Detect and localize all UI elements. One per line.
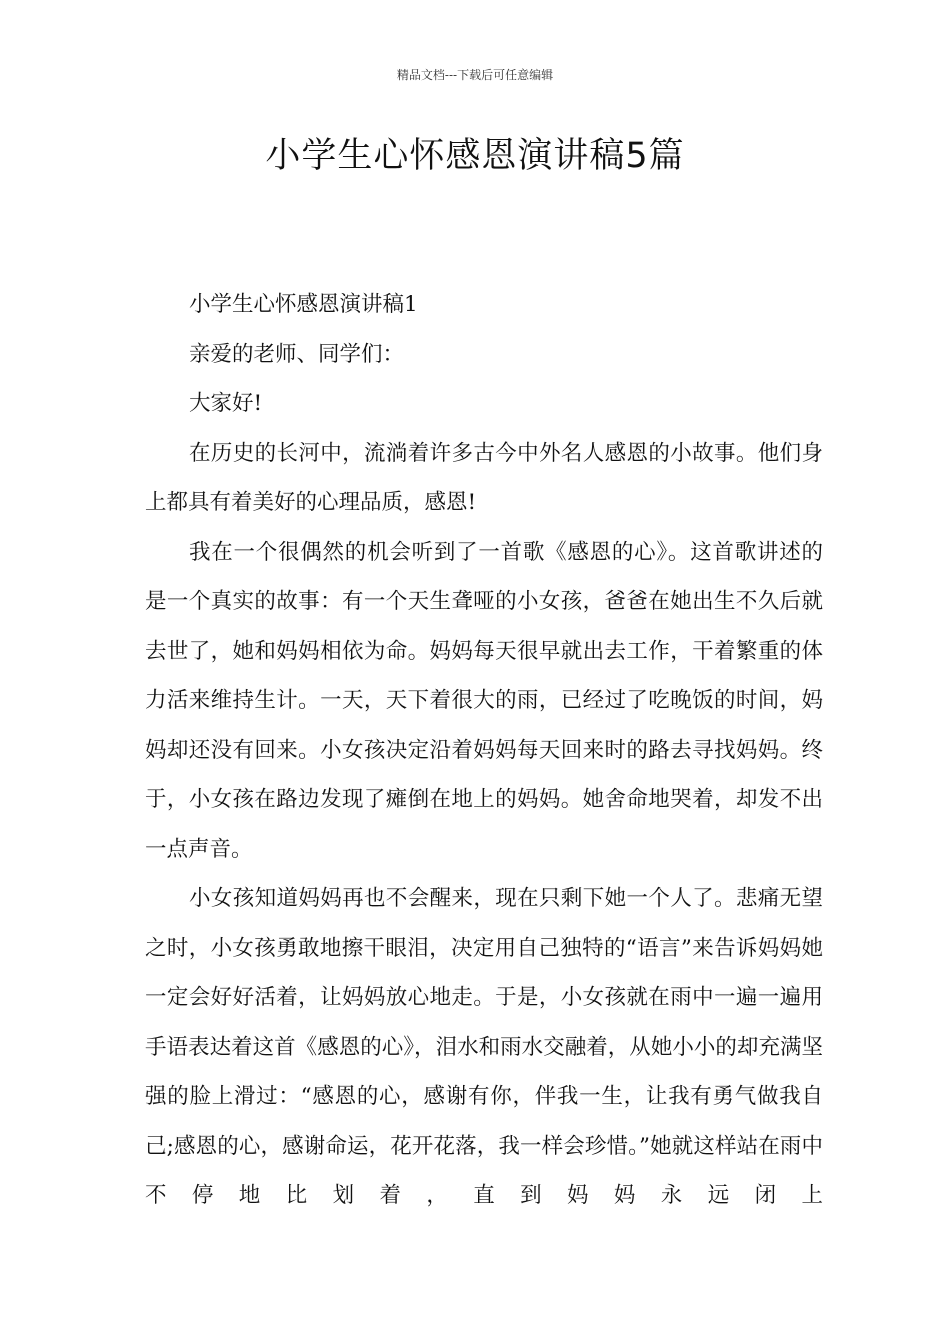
paragraph-story: 我在一个很偶然的机会听到了一首歌《感恩的心》。这首歌讲述的是一个真实的故事：有一个天生聋哑的小女孩，爸爸在她出生不久后就去世了，她和妈妈相依为命。妈妈每天很早就出去工作，干着繁重的体力活来维持生计。一天，天下着很大的雨，已经过了吃晚饭的时间，妈妈却还没有回来。小女孩决定沿着妈妈每天回来时的路去寻找妈妈。终于，小女孩在路边发现了瘫倒在地上的妈妈。她舍命地哭着，却发不出一点声音。 — [145, 539, 823, 862]
paragraph-speech-heading: 小学生心怀感恩演讲稿1 — [189, 292, 418, 317]
page-header-note: 精品文档---下载后可任意编辑 — [396, 68, 554, 82]
paragraph-story-continued: 小女孩知道妈妈再也不会醒来，现在只剩下她一个人了。悲痛无望之时，小女孩勇敢地擦干眼泪，决定用自己独特的“语言”来告诉妈妈她一定会好好活着，让妈妈放心地走。于是，小女孩就在雨中一遍一遍用手语表达着这首《感恩的心》，泪水和雨水交融着，从她小小的却充满坚强的脸上滑过：“感恩的心，感谢有你，伴我一生，让我有勇气做我自己;感恩的心，感谢命运，花开花落，我一样会珍惜。”她就这样站在雨中不停地比划着，直到妈妈永远闭上 — [145, 886, 823, 1208]
document-title: 小学生心怀感恩演讲稿5篇 — [265, 136, 685, 176]
paragraph-greeting: 大家好! — [189, 391, 263, 416]
paragraph-salutation: 亲爱的老师、同学们： — [189, 341, 405, 367]
paragraph-intro: 在历史的长河中，流淌着许多古今中外名人感恩的小故事。他们身上都具有着美好的心理品质，感恩! — [145, 440, 823, 515]
document-body — [145, 280, 823, 1221]
